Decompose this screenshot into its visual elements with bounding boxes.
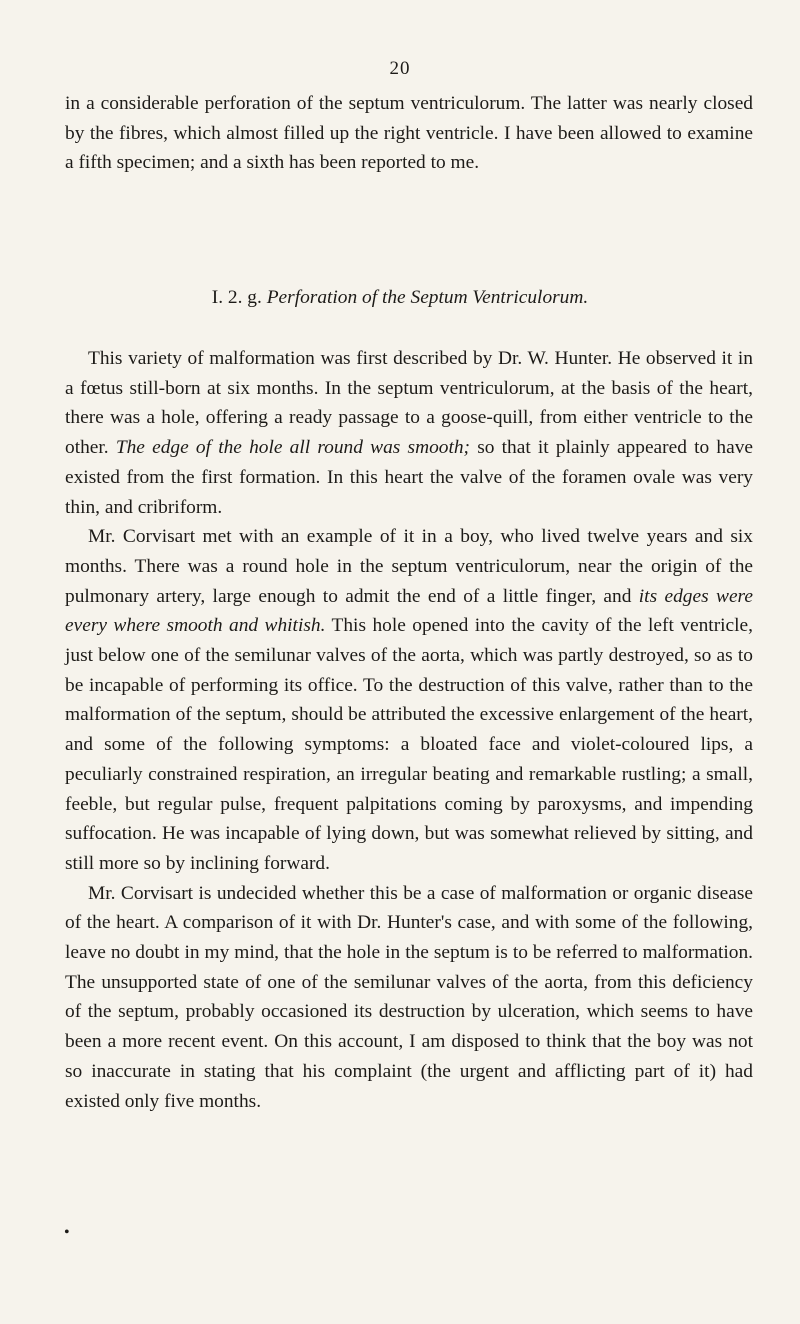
paragraph-2-text-b: so that it plainly appeared to have existed from the first formation. In this heart the valve of the foramen ovale was very thin, and cribriform. <box>65 437 753 518</box>
body-text <box>65 344 753 1116</box>
paragraph-2-italic: The edge of the hole all round was smooth; <box>115 437 470 459</box>
paragraph-1-text: in a considerable perforation of the septum ventriculorum. The latter was nearly closed by the fibres, which almost filled up the right ventricle. I have been allowed to examine a fifth specimen; and a sixth has been reported to me. <box>65 93 753 174</box>
paragraph-continued <box>65 89 753 178</box>
paragraph-corvisart-case <box>65 522 753 878</box>
section-title: Perforation of the Septum Ventriculorum. <box>266 287 589 308</box>
paragraph-discussion: Mr. Corvisart is undecided whether this be a case of malformation or organic disease of the heart. A comparison of it with Dr. Hunter's case, and with some of the following, leave no doubt in my mind, that the hole in the septum is to be referred to malformation. The unsupported state of one of the semilunar valves of the aorta, from this deficiency of the septum, probably occasioned its destruction by ulceration, which seems to have been a more recent event. On this account, I am disposed to think that the boy was not so inaccurate in stating that his complaint (the urgent and afflicting part of it) had existed only five months. <box>65 882 753 1112</box>
paragraph-2-text-a: This variety of malformation was first described by Dr. W. Hunter. He observed it in a fœtus still-born at six months. In the septum ventriculorum, at the basis of the heart, there was a hole, offering a ready passage to a goose-quill, from either ventricle to the other. <box>65 348 753 459</box>
section-heading <box>0 283 800 313</box>
paragraph-3-italic: its edges were every where smooth and whitish. <box>65 585 753 637</box>
section-reference: I. 2. g. <box>211 287 262 308</box>
stray-ink-mark: • <box>64 1224 70 1241</box>
paragraph-hunter-case <box>65 344 753 522</box>
paragraph-3-text-a: Mr. Corvisart met with an example of it in a boy, who lived twelve years and six months. There was a round hole in the septum ventriculorum, near the origin of the pulmonary artery, large enough to admit the end of a little finger, and <box>65 526 753 607</box>
paragraph-3-text-b: This hole opened into the cavity of the left ventricle, just below one of the semilunar valves of the aorta, which was partly destroyed, so as to be incapable of performing its office. To the destruction of this valve, rather than to the malformation of the septum, should be attributed the excessive enlargement of the heart, and some of the following symptoms: a bloated face and violet-coloured lips, a peculiarly constrained respiration, an irregular beating and remarkable rustling; a small, feeble, but regular pulse, frequent palpitations coming by paroxysms, and impending suffocation. He was incapable of lying down, but was somewhat relieved by sitting, and still more so by inclining forward. <box>65 615 753 874</box>
page-number: 20 <box>389 58 411 79</box>
